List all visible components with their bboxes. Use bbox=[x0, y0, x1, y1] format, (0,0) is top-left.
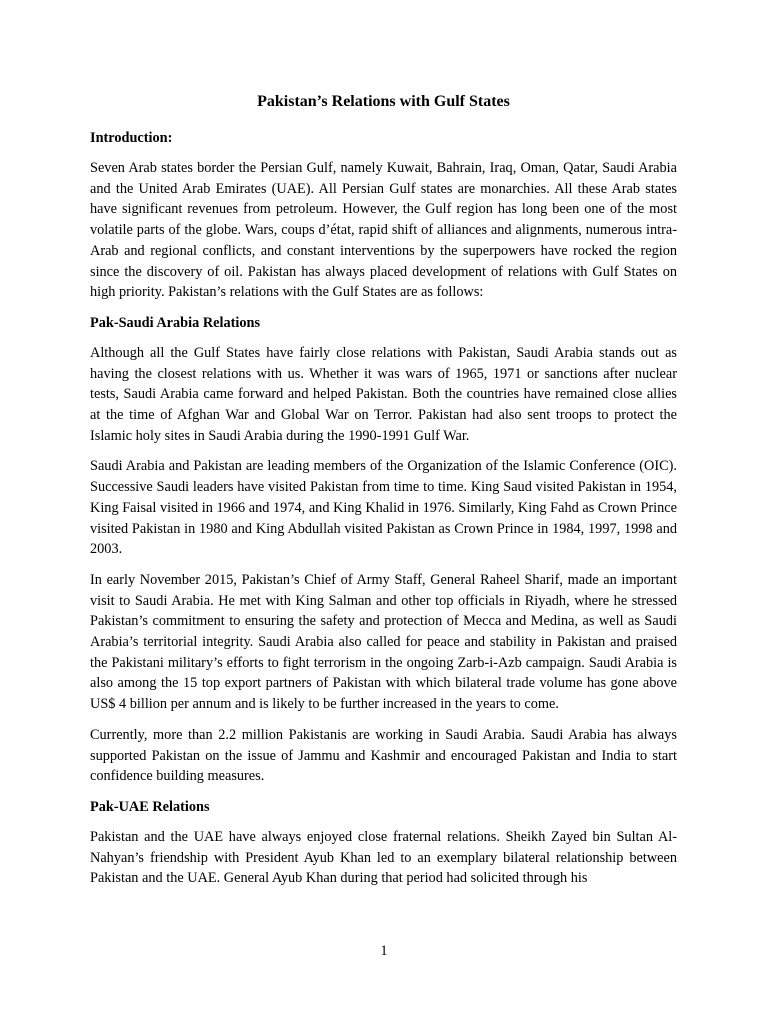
section-heading-pak-saudi: Pak-Saudi Arabia Relations bbox=[90, 314, 261, 331]
section-heading-pak-uae: Pak-UAE Relations bbox=[90, 798, 210, 815]
paragraph: Seven Arab states border the Persian Gulf, namely Kuwait, Bahrain, Iraq, Oman, Qatar, Saudi Arabia and the United Arab Emirates (UAE). All Persian Gulf states are monarchies. All these Arab states have significant revenues from petroleum. However, the Gulf region has long been one of the most volatile parts of the globe. Wars, coups d’état, rapid shift of alliances and alignments, numerous intra-Arab and regional conflicts, and constant interventions by the superpowers have rocked the region since the discovery of oil. Pakistan has always placed development of relations with Gulf States on high priority. Pakistan’s relations with the Gulf States are as follows: bbox=[90, 160, 677, 301]
section-heading-introduction: Introduction: bbox=[90, 130, 173, 146]
paragraph: Saudi Arabia and Pakistan are leading members of the Organization of the Islamic Conference (OIC). Successive Saudi leaders have visited Pakistan from time to time. King Saud visited Pakistan in 1954, King Faisal visited in 1966 and 1974, and King Khalid in 1976. Similarly, King Fahd as Crown Prince visited Pakistan in 1980 and King Abdullah visited Pakistan as Crown Prince in 1984, 1997, 1998 and 2003. bbox=[90, 458, 677, 558]
paragraph: Pakistan and the UAE have always enjoyed close fraternal relations. Sheikh Zayed bin Sultan Al-Nahyan’s friendship with President Ayub Khan led to an exemplary bilateral relationship between Pakistan and the UAE. General Ayub Khan during that period had solicited through his bbox=[90, 828, 677, 887]
paragraph: Currently, more than 2.2 million Pakistanis are working in Saudi Arabia. Saudi Arabia has always supported Pakistan on the issue of Jammu and Kashmir and encouraged Pakistan and India to start confidence building measures. bbox=[90, 726, 677, 785]
page-number: 1 bbox=[380, 943, 388, 959]
paragraph: Although all the Gulf States have fairly close relations with Pakistan, Saudi Arabia stands out as having the closest relations with us. Whether it was wars of 1965, 1971 or sanctions after nuclear tests, Saudi Arabia came forward and helped Pakistan. Both the countries have remained close allies at the time of Afghan War and Global War on Terror. Pakistan had also sent troops to protect the Islamic holy sites in Saudi Arabia during the 1990-1991 Gulf War. bbox=[90, 344, 677, 444]
document-page bbox=[90, 92, 677, 899]
document-title: Pakistan’s Relations with Gulf States bbox=[257, 93, 510, 110]
paragraph: In early November 2015, Pakistan’s Chief of Army Staff, General Raheel Sharif, made an important visit to Saudi Arabia. He met with King Salman and other top officials in Riyadh, where he stressed Pakistan’s commitment to ensuring the safety and protection of Mecca and Medina, as well as Saudi Arabia’s territorial integrity. Saudi Arabia also called for peace and stability in Pakistan and praised the Pakistani military’s efforts to fight terrorism in the ongoing Zarb-i-Azb campaign. Saudi Arabia is also among the 15 top export partners of Pakistan with which bilateral trade volume has gone above US$ 4 billion per annum and is likely to be further increased in the years to come. bbox=[90, 571, 677, 713]
